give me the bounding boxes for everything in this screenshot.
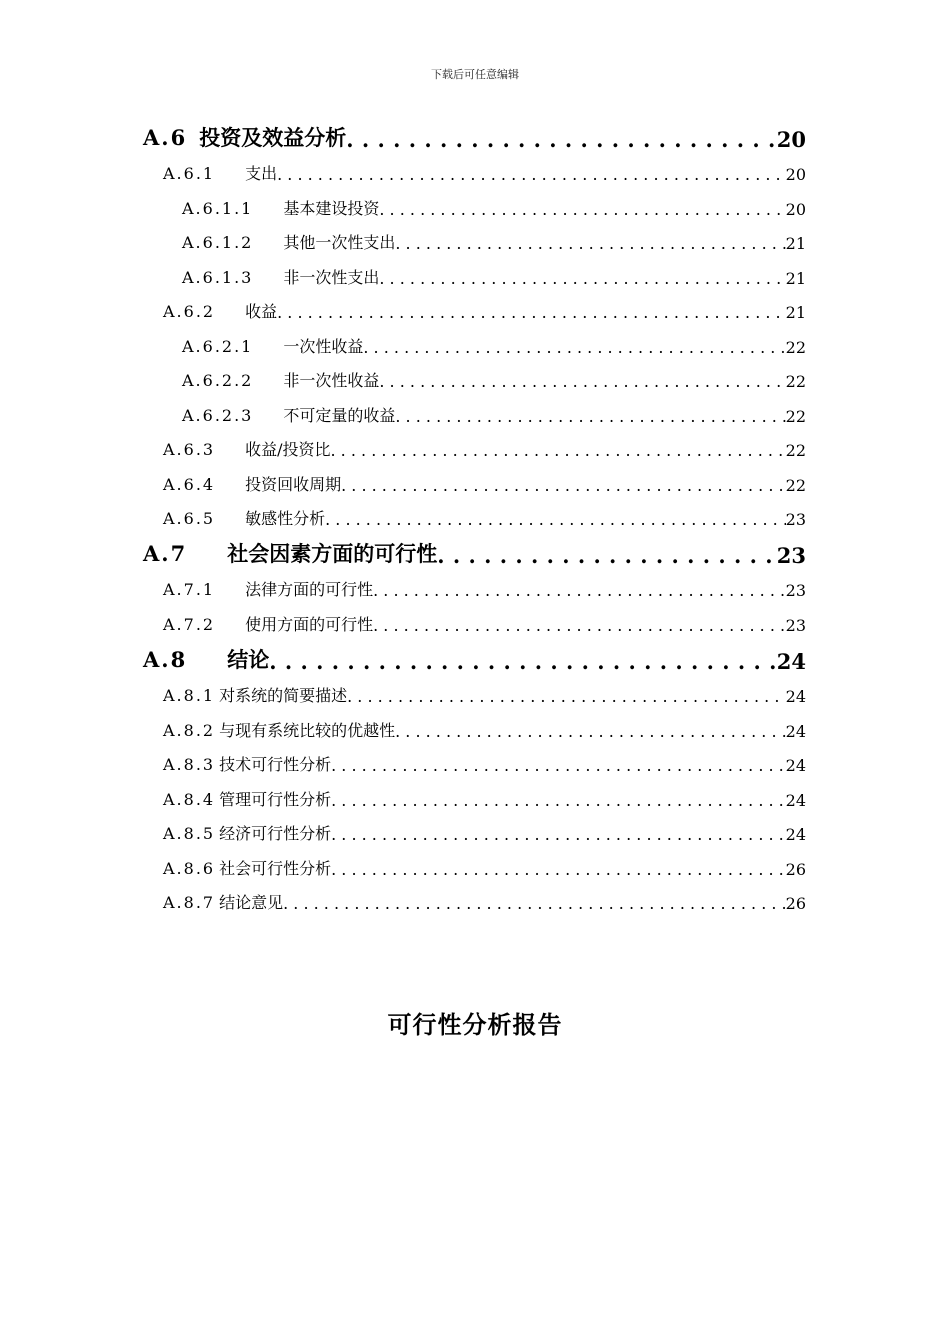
toc-entry-label	[163, 161, 277, 184]
toc-entry-label	[182, 265, 379, 288]
toc-entry-text: 与现有系统比较的优越性	[219, 721, 396, 740]
toc-entry[interactable]	[163, 505, 806, 529]
toc-entry-text: 基本建设投资	[283, 199, 380, 218]
toc-page-number: 24	[776, 649, 806, 674]
toc-page-number: 20	[776, 127, 806, 152]
toc-dot-leader	[325, 510, 786, 529]
toc-entry-text: 投资及效益分析	[199, 125, 347, 150]
toc-entry-label	[182, 196, 379, 219]
toc-entry-number: A.6.1.3	[182, 268, 254, 287]
toc-entry-text: 不可定量的收益	[283, 406, 396, 425]
toc-entry-label	[163, 577, 373, 600]
toc-entry-label	[182, 334, 363, 357]
toc-entry[interactable]	[163, 786, 806, 810]
toc-entry[interactable]	[163, 298, 806, 322]
toc-dot-leader	[331, 825, 786, 844]
toc-entry-label	[163, 752, 331, 775]
toc-dot-leader	[379, 200, 785, 219]
toc-entry-text: 法律方面的可行性	[245, 580, 374, 599]
toc-page-number: 21	[785, 234, 806, 253]
toc-dot-leader	[379, 269, 785, 288]
toc-entry-label	[163, 821, 331, 844]
toc-page-number: 23	[785, 581, 806, 600]
toc-page-number: 23	[785, 510, 806, 529]
toc-entry-label	[143, 122, 346, 152]
toc-entry[interactable]	[163, 855, 806, 879]
toc-entry[interactable]	[143, 122, 806, 152]
toc-dot-leader	[373, 616, 786, 635]
toc-dot-leader	[346, 127, 777, 152]
toc-entry[interactable]	[182, 229, 806, 253]
toc-dot-leader	[269, 649, 777, 674]
toc-entry-text: 一次性收益	[283, 337, 364, 356]
toc-entry[interactable]	[163, 717, 806, 741]
toc-entry-text: 技术可行性分析	[219, 755, 332, 774]
toc-entry-label	[182, 368, 379, 391]
toc-entry-text: 非一次性支出	[283, 268, 380, 287]
toc-dot-leader	[395, 234, 785, 253]
toc-entry-label	[163, 787, 331, 810]
toc-entry-label	[163, 856, 331, 879]
toc-entry[interactable]	[163, 471, 806, 495]
toc-entry-number: A.6.5	[163, 509, 216, 528]
toc-dot-leader	[347, 687, 786, 706]
toc-entry[interactable]	[163, 751, 806, 775]
toc-entry-number: A.6.2.2	[182, 371, 254, 390]
toc-entry[interactable]	[143, 538, 806, 568]
toc-page-number: 20	[785, 200, 806, 219]
toc-page-number: 22	[785, 407, 806, 426]
toc-dot-leader	[341, 476, 786, 495]
toc-entry-number: A.7	[143, 541, 188, 566]
page-header: 下载后可任意编辑	[431, 68, 519, 81]
toc-entry[interactable]	[163, 436, 806, 460]
toc-entry[interactable]	[163, 820, 806, 844]
toc-entry[interactable]	[182, 367, 806, 391]
toc-page-number: 22	[785, 372, 806, 391]
toc-dot-leader	[395, 722, 786, 741]
toc-entry-number: A.6.1.1	[182, 199, 254, 218]
toc-entry-number: A.8.1	[163, 686, 216, 705]
toc-dot-leader	[363, 338, 785, 357]
toc-entry-label	[182, 403, 395, 426]
toc-entry[interactable]	[182, 333, 806, 357]
toc-entry[interactable]	[182, 264, 806, 288]
toc-entry-label	[163, 683, 347, 706]
toc-entry-number: A.6.3	[163, 440, 216, 459]
toc-entry-number: A.6.2.1	[182, 337, 254, 356]
toc-dot-leader	[277, 165, 786, 184]
toc-dot-leader	[331, 756, 786, 775]
toc-entry-number: A.6.4	[163, 475, 216, 494]
toc-entry-text: 收益/投资比	[245, 440, 331, 459]
toc-entry-number: A.8.6	[163, 859, 216, 878]
toc-page-number: 22	[785, 338, 806, 357]
toc-entry[interactable]	[163, 682, 806, 706]
toc-entry-text: 社会因素方面的可行性	[227, 541, 438, 566]
toc-page-number: 22	[785, 476, 806, 495]
toc-entry-text: 经济可行性分析	[219, 824, 332, 843]
toc-entry-label	[143, 538, 437, 568]
toc-entry-text: 投资回收周期	[245, 475, 342, 494]
toc-entry-number: A.7.2	[163, 615, 216, 634]
toc-dot-leader	[395, 407, 785, 426]
toc-dot-leader	[331, 860, 786, 879]
toc-entry-number: A.8.2	[163, 721, 216, 740]
toc-page-number: 22	[785, 441, 806, 460]
toc-entry-text: 支出	[245, 164, 278, 183]
toc-entry-number: A.8	[143, 647, 188, 672]
toc-entry-text: 非一次性收益	[283, 371, 380, 390]
toc-page-number: 24	[785, 687, 806, 706]
toc-entry-label	[163, 506, 325, 529]
toc-entry[interactable]	[163, 576, 806, 600]
toc-entry-text: 结论	[227, 647, 270, 672]
toc-page-number: 24	[785, 791, 806, 810]
toc-dot-leader	[331, 441, 786, 460]
toc-page-number: 21	[785, 303, 806, 322]
toc-entry-number: A.7.1	[163, 580, 216, 599]
toc-entry-number: A.6	[143, 125, 188, 150]
toc-page-number: 24	[785, 756, 806, 775]
toc-entry-number: A.6.1.2	[182, 233, 254, 252]
document-title: 可行性分析报告	[387, 1010, 563, 1039]
toc-entry-text: 收益	[245, 302, 278, 321]
toc-dot-leader	[437, 543, 777, 568]
toc-entry-label	[182, 230, 395, 253]
toc-entry-label	[163, 299, 277, 322]
toc-dot-leader	[331, 791, 786, 810]
toc-entry-text: 社会可行性分析	[219, 859, 332, 878]
toc-entry-number: A.6.2.3	[182, 406, 254, 425]
toc-entry-label	[163, 718, 395, 741]
toc-dot-leader	[373, 581, 786, 600]
toc-dot-leader	[283, 894, 786, 913]
toc-dot-leader	[277, 303, 786, 322]
toc-entry-text: 敏感性分析	[245, 509, 326, 528]
toc-entry-label	[163, 437, 331, 460]
toc-entry-number: A.6.2	[163, 302, 216, 321]
toc-entry-text: 结论意见	[219, 893, 284, 912]
toc-entry-label	[143, 644, 269, 674]
toc-page-number: 26	[785, 860, 806, 879]
toc-entry-number: A.8.5	[163, 824, 216, 843]
toc-entry[interactable]	[182, 402, 806, 426]
toc-dot-leader	[379, 372, 785, 391]
toc-page-number: 21	[785, 269, 806, 288]
toc-entry[interactable]	[143, 644, 806, 674]
toc-page-number: 23	[785, 616, 806, 635]
toc-entry[interactable]	[163, 611, 806, 635]
toc-entry-text: 其他一次性支出	[283, 233, 396, 252]
toc-page-number: 24	[785, 722, 806, 741]
toc-entry-number: A.8.3	[163, 755, 216, 774]
toc-entry[interactable]	[163, 889, 806, 913]
toc-entry-text: 管理可行性分析	[219, 790, 332, 809]
toc-entry[interactable]	[163, 160, 806, 184]
toc-page-number: 23	[776, 543, 806, 568]
toc-entry-number: A.8.7	[163, 893, 216, 912]
toc-entry-number: A.8.4	[163, 790, 216, 809]
toc-page-number: 24	[785, 825, 806, 844]
toc-page-number: 26	[785, 894, 806, 913]
toc-entry-label	[163, 890, 283, 913]
toc-entry-text: 对系统的简要描述	[219, 686, 348, 705]
toc-entry-text: 使用方面的可行性	[245, 615, 374, 634]
toc-page-number: 20	[785, 165, 806, 184]
toc-entry-label	[163, 612, 373, 635]
toc-entry-label	[163, 472, 341, 495]
toc-entry[interactable]	[182, 195, 806, 219]
toc-entry-number: A.6.1	[163, 164, 216, 183]
